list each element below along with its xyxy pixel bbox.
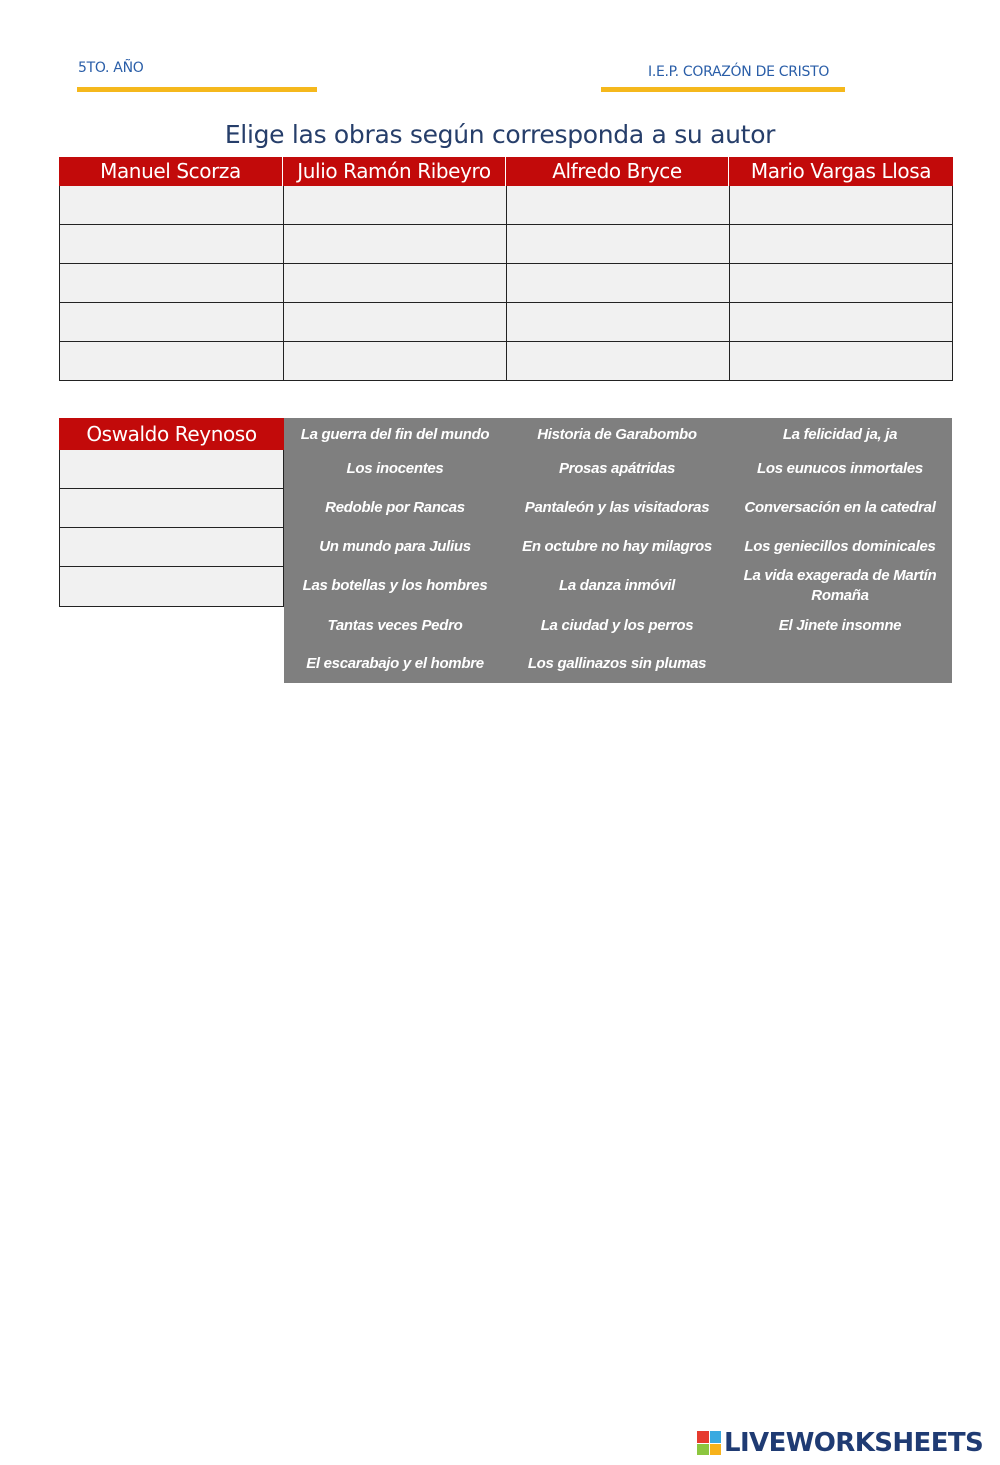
drop-zone[interactable]	[283, 186, 506, 225]
drop-zone[interactable]	[59, 450, 284, 489]
word-tile[interactable]: El Jinete insomne	[778, 617, 902, 634]
author-header-row	[59, 157, 953, 186]
drop-zone[interactable]	[283, 264, 506, 303]
author-header-scorza: Manuel Scorza	[59, 157, 283, 186]
word-tile[interactable]: Las botellas y los hombres	[302, 577, 488, 594]
word-tile[interactable]: Los eunucos inmortales	[757, 460, 923, 477]
drop-zone[interactable]	[59, 225, 283, 264]
word-bank	[284, 418, 952, 683]
drop-zone[interactable]	[283, 303, 506, 342]
drop-zone[interactable]	[729, 186, 953, 225]
drop-zone[interactable]	[59, 186, 283, 225]
drop-zone[interactable]	[59, 567, 284, 607]
drop-zone[interactable]	[506, 225, 729, 264]
author-table	[59, 157, 953, 381]
drop-zone[interactable]	[729, 303, 953, 342]
author-header-bryce: Alfredo Bryce	[506, 157, 729, 186]
author-header-reynoso: Oswaldo Reynoso	[59, 418, 284, 450]
drop-zone[interactable]	[59, 303, 283, 342]
word-tile[interactable]: Redoble por Rancas	[325, 499, 465, 516]
drop-row	[59, 303, 953, 342]
drop-zone[interactable]	[59, 489, 284, 528]
word-tile[interactable]: La ciudad y los perros	[540, 617, 694, 634]
author-header-vargas-llosa: Mario Vargas Llosa	[729, 157, 953, 186]
word-tile[interactable]: Los inocentes	[346, 460, 444, 477]
word-tile[interactable]: Historia de Garabombo	[537, 426, 697, 443]
drop-row	[59, 342, 953, 381]
word-tile[interactable]: Pantaleón y las visitadoras	[524, 499, 710, 516]
drop-row	[59, 225, 953, 264]
drop-zone[interactable]	[506, 303, 729, 342]
school-label: I.E.P. CORAZÓN DE CRISTO	[648, 64, 830, 80]
word-tile[interactable]: En octubre no hay milagros	[522, 538, 712, 555]
drop-row	[59, 264, 953, 303]
page-title: Elige las obras según corresponda a su autor	[224, 120, 776, 149]
word-tile[interactable]: Los gallinazos sin plumas	[527, 655, 707, 672]
liveworksheets-logo-text: LIVEWORKSHEETS	[724, 1428, 984, 1458]
liveworksheets-logo	[697, 1428, 983, 1458]
drop-zone[interactable]	[729, 225, 953, 264]
author-header-ribeyro: Julio Ramón Ribeyro	[283, 157, 506, 186]
word-tile[interactable]: La guerra del fin del mundo	[300, 426, 490, 443]
grade-underline	[77, 87, 317, 92]
drop-zone[interactable]	[506, 342, 729, 381]
word-tile[interactable]: Prosas apátridas	[558, 460, 676, 477]
reynoso-column	[59, 418, 284, 607]
drop-zone[interactable]	[59, 528, 284, 567]
word-tile[interactable]: Conversación en la catedral	[744, 499, 936, 516]
word-tile[interactable]: Tantas veces Pedro	[327, 617, 463, 634]
drop-zone[interactable]	[59, 264, 283, 303]
drop-zone[interactable]	[283, 225, 506, 264]
word-tile[interactable]: Los geniecillos dominicales	[744, 538, 936, 555]
drop-zone[interactable]	[283, 342, 506, 381]
word-tile[interactable]: La felicidad ja, ja	[782, 426, 898, 443]
school-underline	[601, 87, 845, 92]
word-tile[interactable]: Un mundo para Julius	[319, 538, 471, 555]
drop-row	[59, 186, 953, 225]
grade-label: 5TO. AÑO	[78, 60, 144, 76]
drop-zone[interactable]	[729, 264, 953, 303]
word-tile[interactable]: La danza inmóvil	[558, 577, 676, 594]
word-tile[interactable]: El escarabajo y el hombre	[306, 655, 484, 672]
word-tile[interactable]: La vida exagerada de Martín Romaña	[743, 567, 937, 604]
liveworksheets-logo-icon	[697, 1431, 721, 1455]
drop-zone[interactable]	[59, 342, 283, 381]
drop-zone[interactable]	[506, 186, 729, 225]
drop-zone[interactable]	[506, 264, 729, 303]
drop-zone[interactable]	[729, 342, 953, 381]
